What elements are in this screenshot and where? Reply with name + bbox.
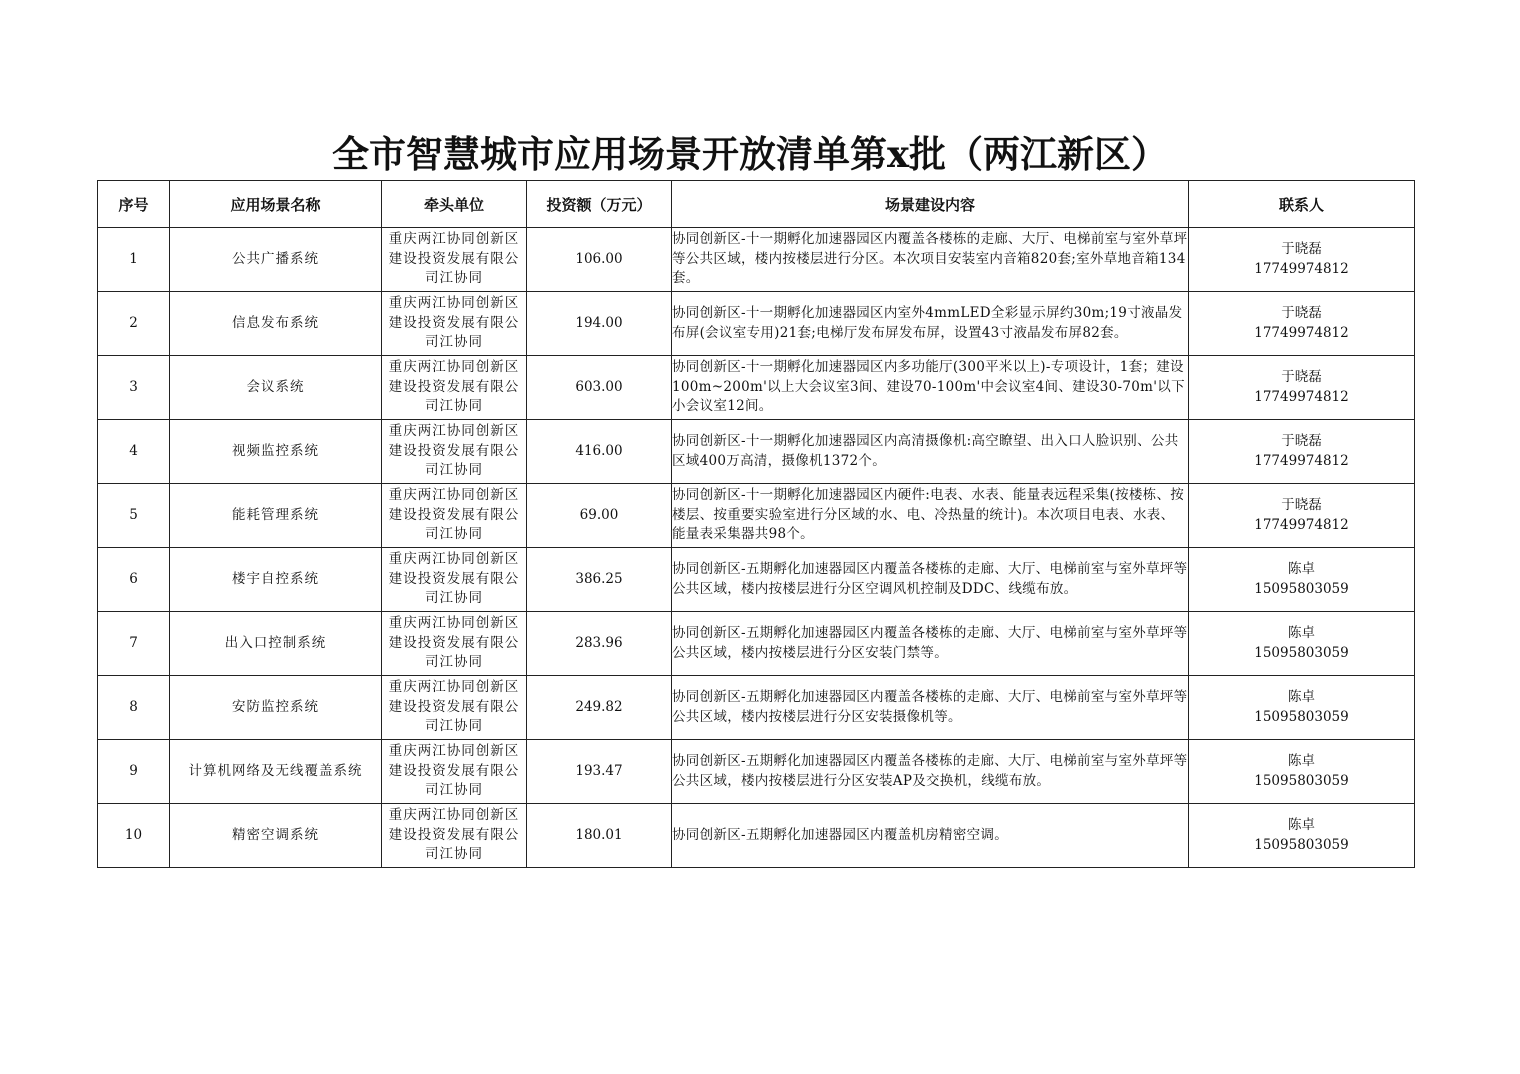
row-num: 1 — [98, 228, 170, 292]
lead-unit: 重庆两江协同创新区建设投资发展有限公司江协同 — [382, 484, 527, 548]
investment-amount: 180.01 — [527, 804, 672, 868]
contact-phone: 17749974812 — [1254, 452, 1349, 469]
page-title: 全市智慧城市应用场景开放清单第x批（两江新区） — [331, 132, 1169, 176]
contact-cell — [1189, 292, 1415, 356]
contact-cell — [1189, 804, 1415, 868]
contact-cell — [1189, 420, 1415, 484]
row-num: 8 — [98, 676, 170, 740]
investment-amount: 106.00 — [527, 228, 672, 292]
contact-name: 于晓磊 — [1281, 369, 1322, 385]
scene-content: 协同创新区-五期孵化加速器园区内覆盖各楼栋的走廊、大厅、电梯前室与室外草坪等公共区域，楼内按楼层进行分区安装摄像机等。 — [672, 676, 1189, 740]
investment-amount: 603.00 — [527, 356, 672, 420]
table-row — [98, 228, 1415, 292]
contact-name: 陈卓 — [1288, 817, 1315, 833]
lead-unit: 重庆两江协同创新区建设投资发展有限公司江协同 — [382, 228, 527, 292]
row-num: 9 — [98, 740, 170, 804]
row-num: 5 — [98, 484, 170, 548]
scene-content: 协同创新区-十一期孵化加速器园区内硬件:电表、水表、能量表远程采集(按楼栋、按楼层、按重要实验室进行分区域的水、电、冷热量的统计)。本次项目电表、水表、能量表采集器共98个。 — [672, 484, 1189, 548]
header-amount: 投资额（万元） — [527, 181, 672, 228]
scene-name: 楼宇自控系统 — [170, 548, 382, 612]
row-num: 7 — [98, 612, 170, 676]
contact-name: 于晓磊 — [1281, 497, 1322, 513]
row-num: 2 — [98, 292, 170, 356]
scene-name: 能耗管理系统 — [170, 484, 382, 548]
scene-name: 出入口控制系统 — [170, 612, 382, 676]
lead-unit: 重庆两江协同创新区建设投资发展有限公司江协同 — [382, 292, 527, 356]
contact-phone: 15095803059 — [1254, 772, 1349, 789]
contact-phone: 15095803059 — [1254, 836, 1349, 853]
lead-unit: 重庆两江协同创新区建设投资发展有限公司江协同 — [382, 740, 527, 804]
row-num: 3 — [98, 356, 170, 420]
lead-unit: 重庆两江协同创新区建设投资发展有限公司江协同 — [382, 612, 527, 676]
row-num: 4 — [98, 420, 170, 484]
contact-cell — [1189, 228, 1415, 292]
scene-name: 安防监控系统 — [170, 676, 382, 740]
table-row — [98, 292, 1415, 356]
lead-unit: 重庆两江协同创新区建设投资发展有限公司江协同 — [382, 804, 527, 868]
row-num: 6 — [98, 548, 170, 612]
header-content: 场景建设内容 — [672, 181, 1189, 228]
contact-phone: 17749974812 — [1254, 388, 1349, 405]
investment-amount: 283.96 — [527, 612, 672, 676]
table-row — [98, 676, 1415, 740]
table-header-row — [98, 181, 1415, 228]
contact-cell — [1189, 676, 1415, 740]
contact-phone: 15095803059 — [1254, 580, 1349, 597]
contact-phone: 15095803059 — [1254, 644, 1349, 661]
contact-cell — [1189, 612, 1415, 676]
scene-content: 协同创新区-五期孵化加速器园区内覆盖各楼栋的走廊、大厅、电梯前室与室外草坪等公共区域，楼内按楼层进行分区安装门禁等。 — [672, 612, 1189, 676]
scene-name: 信息发布系统 — [170, 292, 382, 356]
header-name: 应用场景名称 — [170, 181, 382, 228]
investment-amount: 386.25 — [527, 548, 672, 612]
table-row — [98, 612, 1415, 676]
table-row — [98, 484, 1415, 548]
scene-name: 视频监控系统 — [170, 420, 382, 484]
table-row — [98, 740, 1415, 804]
investment-amount: 69.00 — [527, 484, 672, 548]
contact-name: 于晓磊 — [1281, 433, 1322, 449]
investment-amount: 416.00 — [527, 420, 672, 484]
table-row — [98, 804, 1415, 868]
contact-phone: 15095803059 — [1254, 708, 1349, 725]
contact-cell — [1189, 548, 1415, 612]
scene-list-table — [97, 180, 1415, 868]
scene-content: 协同创新区-十一期孵化加速器园区内高清摄像机:高空瞭望、出入口人脸识别、公共区域400万高清，摄像机1372个。 — [672, 420, 1189, 484]
contact-name: 陈卓 — [1288, 689, 1315, 705]
scene-content: 协同创新区-十一期孵化加速器园区内覆盖各楼栋的走廊、大厅、电梯前室与室外草坪等公共区域，楼内按楼层进行分区。本次项目安装室内音箱820套;室外草地音箱134套。 — [672, 228, 1189, 292]
contact-cell — [1189, 484, 1415, 548]
scene-name: 会议系统 — [170, 356, 382, 420]
lead-unit: 重庆两江协同创新区建设投资发展有限公司江协同 — [382, 548, 527, 612]
lead-unit: 重庆两江协同创新区建设投资发展有限公司江协同 — [382, 420, 527, 484]
lead-unit: 重庆两江协同创新区建设投资发展有限公司江协同 — [382, 676, 527, 740]
table-row — [98, 356, 1415, 420]
investment-amount: 193.47 — [527, 740, 672, 804]
scene-content: 协同创新区-五期孵化加速器园区内覆盖各楼栋的走廊、大厅、电梯前室与室外草坪等公共区域，楼内按楼层进行分区安装AP及交换机，线缆布放。 — [672, 740, 1189, 804]
contact-phone: 17749974812 — [1254, 260, 1349, 277]
header-unit: 牵头单位 — [382, 181, 527, 228]
header-num: 序号 — [98, 181, 170, 228]
table-row — [98, 548, 1415, 612]
contact-name: 于晓磊 — [1281, 241, 1322, 257]
header-contact: 联系人 — [1189, 181, 1415, 228]
scene-name: 精密空调系统 — [170, 804, 382, 868]
scene-content: 协同创新区-五期孵化加速器园区内覆盖机房精密空调。 — [672, 804, 1189, 868]
scene-content: 协同创新区-十一期孵化加速器园区内多功能厅(300平米以上)-专项设计，1套；建设100m~200m'以上大会议室3间、建设70-100m'中会议室4间、建设30-70m'以下小会议室12间。 — [672, 356, 1189, 420]
contact-cell — [1189, 740, 1415, 804]
scene-content: 协同创新区-五期孵化加速器园区内覆盖各楼栋的走廊、大厅、电梯前室与室外草坪等公共区域，楼内按楼层进行分区空调风机控制及DDC、线缆布放。 — [672, 548, 1189, 612]
contact-name: 陈卓 — [1288, 625, 1315, 641]
investment-amount: 249.82 — [527, 676, 672, 740]
contact-name: 陈卓 — [1288, 561, 1315, 577]
contact-phone: 17749974812 — [1254, 324, 1349, 341]
scene-name: 计算机网络及无线覆盖系统 — [170, 740, 382, 804]
scene-content: 协同创新区-十一期孵化加速器园区内室外4mmLED全彩显示屏约30m;19寸液晶发布屏(会议室专用)21套;电梯厅发布屏发布屏，设置43寸液晶发布屏82套。 — [672, 292, 1189, 356]
contact-name: 陈卓 — [1288, 753, 1315, 769]
table-row — [98, 420, 1415, 484]
investment-amount: 194.00 — [527, 292, 672, 356]
lead-unit: 重庆两江协同创新区建设投资发展有限公司江协同 — [382, 356, 527, 420]
row-num: 10 — [98, 804, 170, 868]
contact-phone: 17749974812 — [1254, 516, 1349, 533]
contact-name: 于晓磊 — [1281, 305, 1322, 321]
scene-name: 公共广播系统 — [170, 228, 382, 292]
contact-cell — [1189, 356, 1415, 420]
